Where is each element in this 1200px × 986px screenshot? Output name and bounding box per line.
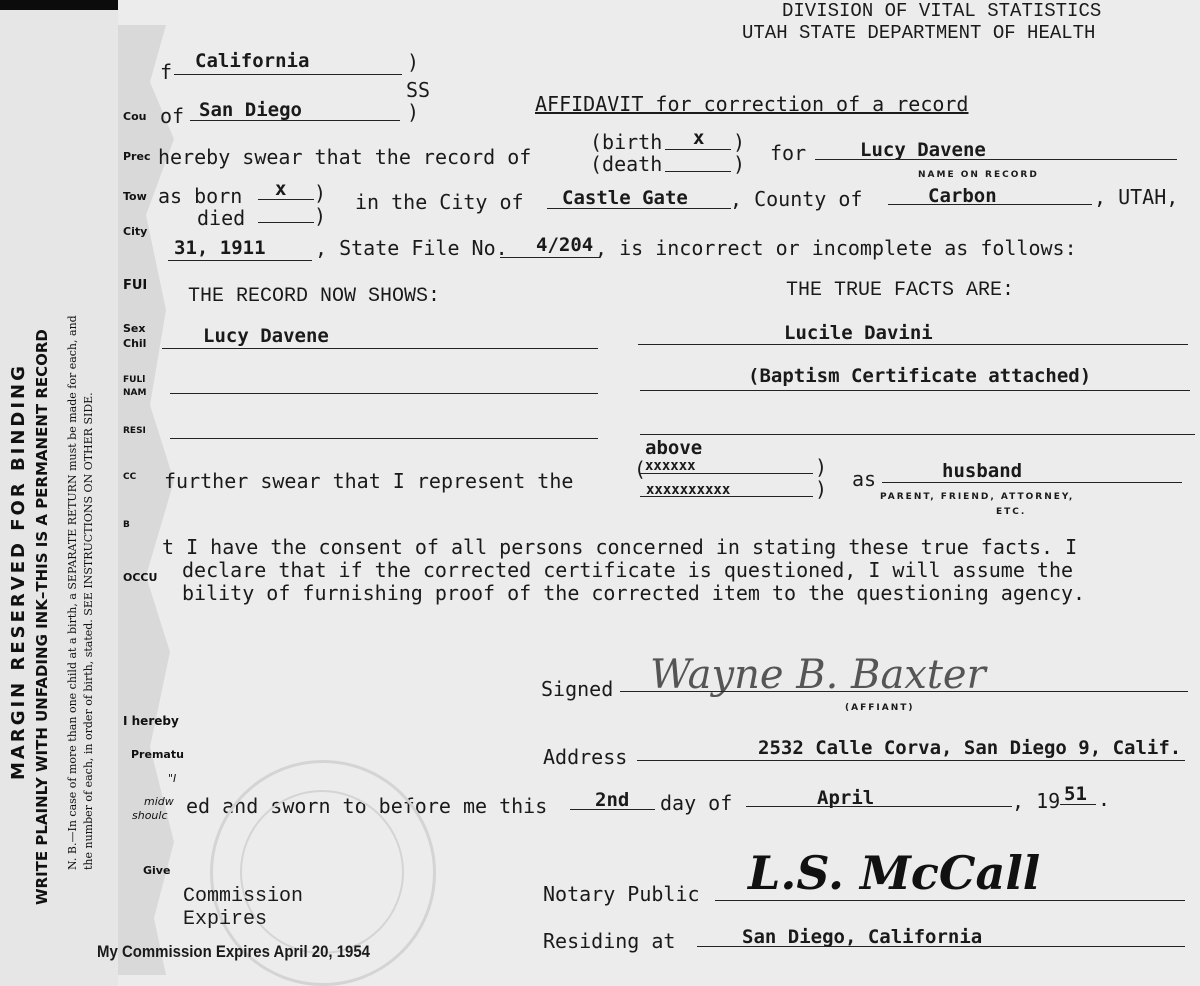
born-underline	[258, 199, 314, 200]
birth-date-underline	[168, 260, 312, 261]
died-paren: )	[314, 204, 327, 228]
relation-underline	[882, 482, 1182, 483]
born-label: as born	[158, 184, 243, 208]
form-label-shoulc: shoulc	[132, 809, 168, 822]
consent-line-3: bility of furnishing proof of the corrected item to the questioning agency.	[182, 581, 1086, 605]
utah-label: , UTAH,	[1094, 185, 1179, 209]
sworn-month-value: April	[817, 787, 875, 809]
true-facts-heading: THE TRUE FACTS ARE:	[786, 279, 1015, 302]
birth-date-value: 31, 1911	[174, 237, 266, 259]
form-label-nam: NAM	[123, 388, 147, 398]
incorrect-text: , is incorrect or incomplete as follows:	[595, 236, 1077, 260]
name-on-record-caption: NAME ON RECORD	[918, 170, 1039, 180]
above-value: above	[645, 437, 703, 459]
form-label-chil: Chil	[123, 337, 147, 350]
form-label-midw: midw	[144, 795, 174, 808]
margin-binding-text: MARGIN RESERVED FOR BINDING	[8, 363, 29, 780]
state-file-label: , State File No.	[315, 236, 508, 260]
represent-underline-1	[640, 473, 813, 474]
notary-public-label: Notary Public	[543, 882, 700, 906]
header-line-2: UTAH STATE DEPARTMENT OF HEALTH	[742, 22, 1096, 44]
true-facts-note: (Baptism Certificate attached)	[748, 365, 1092, 387]
birth-underline	[665, 149, 731, 150]
true-line-3	[640, 434, 1195, 435]
commission-expiry-stamp: My Commission Expires April 20, 1954	[97, 942, 370, 961]
consent-line-1: t I have the consent of all persons concerned in stating these true facts. I	[162, 535, 1078, 559]
residing-underline	[697, 946, 1185, 947]
form-label-sex: Sex	[123, 322, 146, 335]
relation-value: husband	[942, 460, 1023, 482]
form-label-tow: Tow	[123, 190, 147, 203]
ss-mark: SS	[406, 78, 431, 102]
form-label-prematu: Prematu	[131, 748, 184, 761]
true-line-2	[640, 390, 1190, 391]
as-label: as	[852, 467, 877, 491]
represent-paren-1-close: )	[815, 455, 828, 479]
form-label-cou: Cou	[123, 110, 147, 123]
commission-label: Commission	[183, 885, 304, 908]
represent-underline-2	[640, 496, 813, 497]
ss-paren	[407, 78, 419, 102]
name-underline	[815, 159, 1177, 160]
form-label-occu: OCCU	[123, 571, 158, 584]
died-underline	[258, 222, 314, 223]
sworn-day-value: 2nd	[595, 789, 630, 811]
death-underline	[665, 171, 731, 172]
margin-nb-line1: N. B.—In case of more than one child at a birth, a SEPARATE RETURN must be made for each, and	[66, 315, 79, 870]
form-label-prec: Prec	[123, 150, 151, 163]
name-on-record-value: Lucy Davene	[860, 139, 986, 161]
record-line-2	[170, 393, 598, 394]
year-underline	[1060, 804, 1096, 805]
expires-label: Expires	[183, 908, 268, 931]
represent-paren-1: (	[634, 457, 647, 481]
residing-label: Residing at	[543, 929, 676, 953]
address-value: 2532 Calle Corva, San Diego 9, Calif.	[758, 737, 1182, 759]
year-prefix: , 19	[1012, 789, 1061, 813]
form-label-give: Give	[143, 864, 171, 877]
residing-value: San Diego, California	[742, 926, 983, 948]
form-label-i-hereby: I hereby	[123, 714, 179, 728]
county-of-underline	[888, 204, 1092, 205]
born-mark: x	[275, 178, 287, 200]
county-prefix: of	[160, 104, 185, 128]
sworn-month-underline	[746, 806, 1012, 807]
state-underline	[174, 74, 402, 75]
header-line-1: DIVISION OF VITAL STATISTICS	[782, 0, 1102, 22]
form-label-b: B	[123, 520, 130, 530]
record-line-1	[162, 348, 598, 349]
county-of-label: , County of	[730, 187, 863, 211]
form-label-city: City	[123, 225, 148, 238]
address-underline	[637, 760, 1185, 761]
consent-line-2: declare that if the corrected certificate is questioned, I will assume the	[182, 558, 1074, 582]
in-city-label: in the City of	[355, 190, 524, 214]
affiant-caption: (AFFIANT)	[845, 703, 915, 713]
state-paren: )	[407, 50, 420, 74]
record-shows-value: Lucy Davene	[203, 325, 329, 347]
record-now-shows-heading: THE RECORD NOW SHOWS:	[188, 285, 441, 308]
signed-underline	[620, 691, 1188, 692]
death-paren: )	[733, 152, 746, 176]
form-label-resi: RESI	[123, 426, 146, 436]
birth-option: (birth	[590, 130, 663, 154]
notary-signature: L.S. McCall	[748, 846, 1041, 900]
relation-caption-2: ETC.	[996, 507, 1027, 517]
true-line-1	[638, 344, 1188, 345]
state-value: California	[195, 50, 310, 72]
form-label-co: CC	[123, 472, 137, 482]
record-line-3	[170, 438, 598, 439]
struck-option-1: xxxxxx	[645, 458, 696, 474]
death-option: (death	[590, 152, 663, 176]
margin-nb-line2: the number of each, in order of birth, stated. SEE INSTRUCTIONS ON OTHER SIDE.	[82, 392, 95, 870]
city-underline	[547, 208, 731, 209]
county-value: San Diego	[199, 99, 302, 121]
form-label-full: FULl	[123, 375, 146, 385]
county-of-value: Carbon	[928, 185, 997, 207]
struck-option-2: xxxxxxxxxx	[646, 482, 731, 498]
for-label: for	[770, 141, 807, 165]
day-of-label: day of	[660, 791, 733, 815]
form-label-fu: FUI	[123, 278, 148, 293]
year-value: 51	[1064, 783, 1087, 805]
state-file-underline	[500, 257, 600, 258]
relation-caption-1: PARENT, FRIEND, ATTORNEY,	[880, 492, 1075, 502]
sworn-day-underline	[570, 809, 655, 810]
birth-mark: x	[693, 127, 705, 149]
affidavit-title: AFFIDAVIT for correction of a record	[535, 92, 969, 116]
represent-text: further swear that I represent the	[164, 469, 574, 493]
birth-paren: )	[733, 130, 746, 154]
year-period: .	[1098, 787, 1111, 811]
state-prefix: f	[160, 60, 173, 84]
true-facts-value: Lucile Davini	[784, 322, 933, 344]
sworn-text: ed and sworn to before me this	[186, 794, 548, 818]
died-label: died	[197, 206, 246, 230]
signed-label: Signed	[541, 677, 614, 701]
affiant-signature: Wayne B. Baxter	[650, 652, 986, 698]
county-underline	[190, 120, 400, 121]
born-paren: )	[314, 181, 327, 205]
margin-ink-text: WRITE PLAINLY WITH UNFADING INK–THIS IS A PERMANENT RECORD	[33, 329, 51, 905]
notary-underline	[715, 900, 1185, 901]
city-value: Castle Gate	[562, 187, 688, 209]
address-label: Address	[543, 745, 628, 769]
county-paren: )	[407, 100, 420, 124]
form-label-quote-i: "I	[168, 772, 177, 785]
represent-paren-2-close: )	[815, 477, 828, 501]
state-file-value: 4/204	[536, 234, 594, 256]
swear-text: hereby swear that the record of	[158, 145, 532, 169]
